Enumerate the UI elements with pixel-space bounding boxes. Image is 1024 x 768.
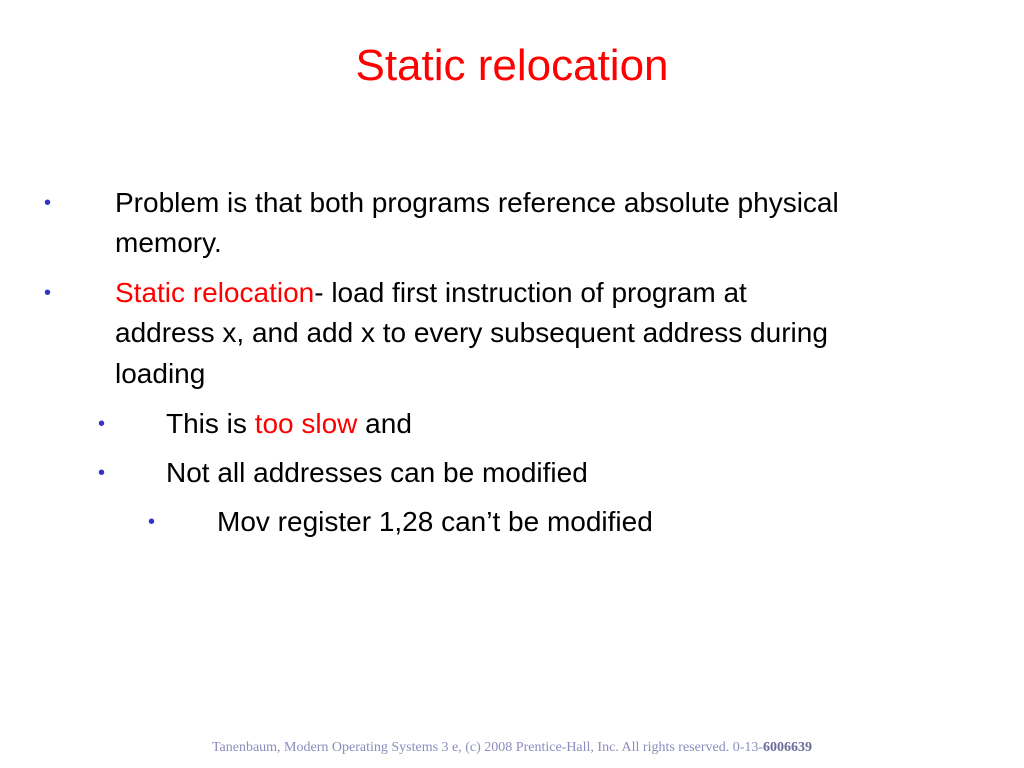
- bullet-2-line-2: address x, and add x to every subsequent address during: [115, 317, 828, 348]
- footer-text: Tanenbaum, Modern Operating Systems 3 e, (c) 2008 Prentice-Hall, Inc. All rights reserved. 0-13-: [211, 740, 764, 755]
- footer-isbn-bold: 6006639: [763, 740, 813, 755]
- slide-footer: [0, 738, 1024, 758]
- bullet-dot-icon: •: [44, 282, 52, 304]
- bullet-dot-icon: •: [148, 511, 156, 533]
- bullet-2-line-3: loading: [115, 358, 206, 389]
- slide-title: Static relocation: [355, 41, 669, 90]
- bullet-2-line-1: [115, 273, 747, 313]
- sub-bullet-1-text: [166, 404, 412, 444]
- bullet-dot-icon: •: [98, 413, 106, 435]
- sub-bullet-1-prefix: This is: [166, 408, 255, 439]
- sub-sub-bullet-1-text: Mov register 1,28 can’t be modified: [217, 506, 653, 537]
- bullet-1-line-1: Problem is that both programs reference absolute physical: [115, 187, 839, 218]
- sub-bullet-2-text: Not all addresses can be modified: [166, 457, 588, 488]
- highlight-static-relocation: Static relocation: [115, 277, 315, 308]
- highlight-too-slow: too slow: [254, 408, 358, 439]
- bullet-dot-icon: •: [98, 462, 106, 484]
- bullet-dot-icon: •: [44, 192, 52, 214]
- bullet-1-line-2: memory.: [115, 227, 222, 258]
- sub-bullet-1-suffix: and: [357, 408, 412, 439]
- bullet-2-line-1-rest: - load first instruction of program at: [314, 277, 747, 308]
